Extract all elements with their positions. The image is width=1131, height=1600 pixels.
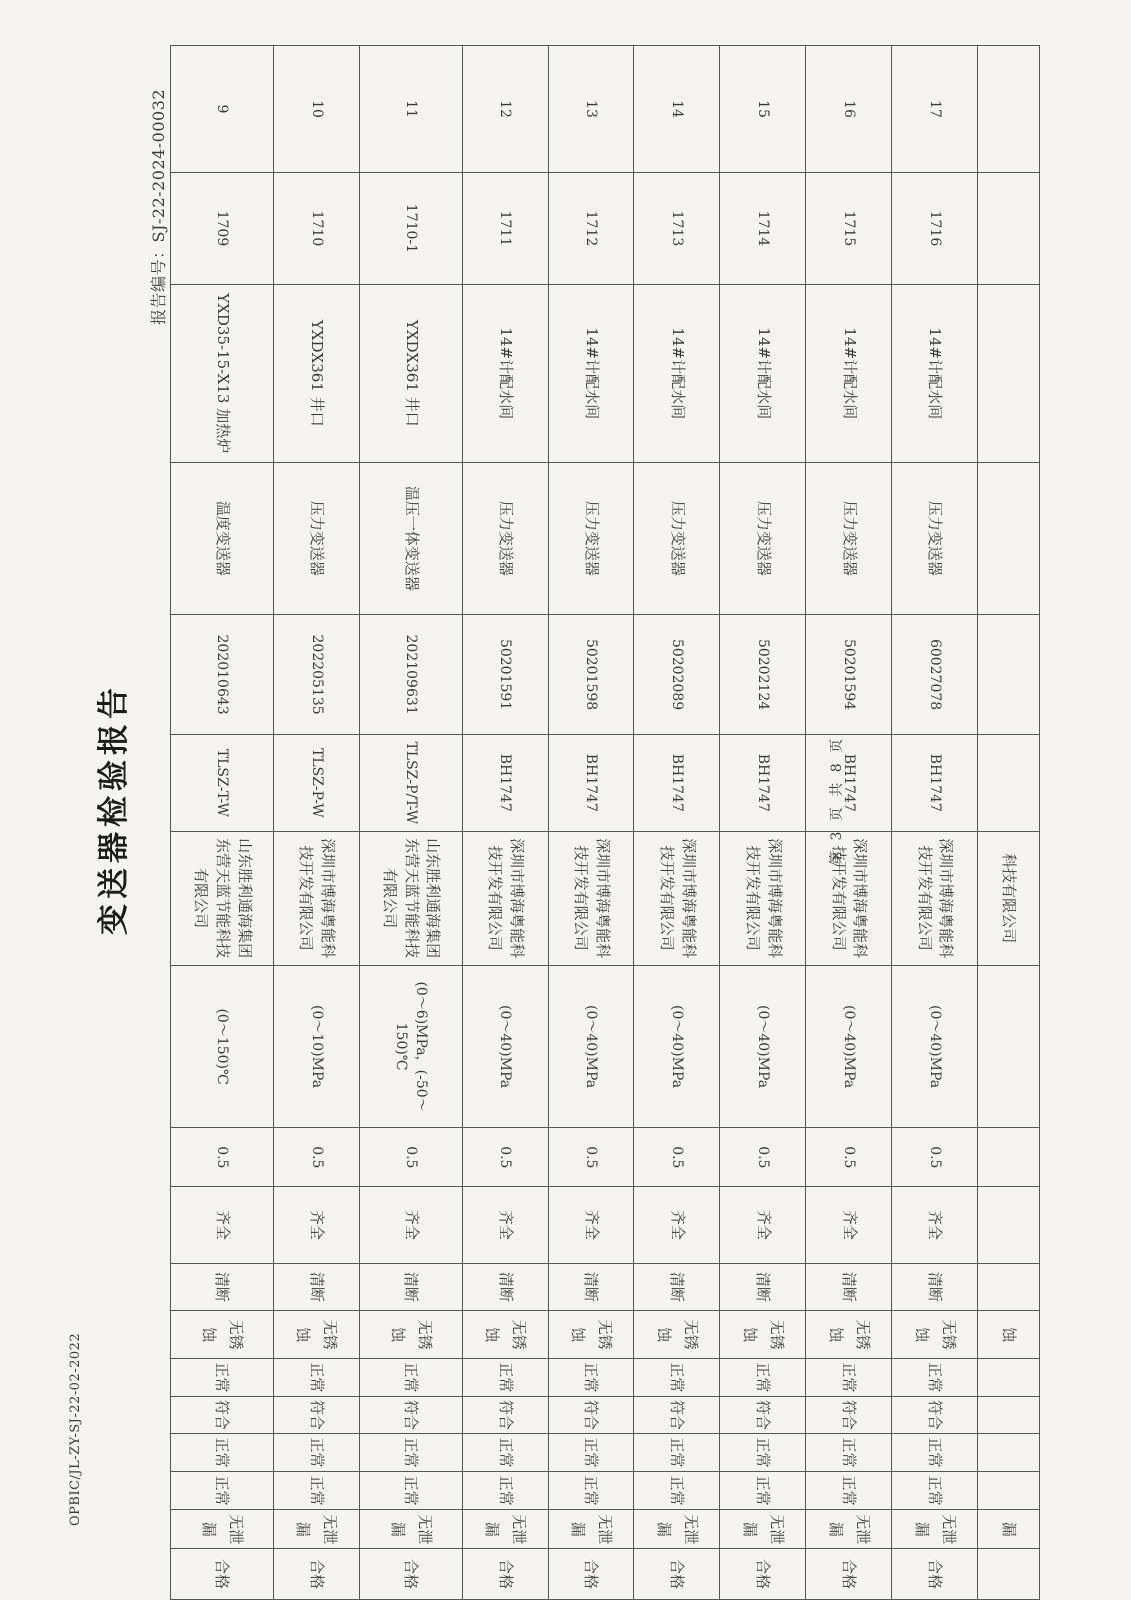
table-row — [273, 46, 359, 1600]
cell-c5: 符合 — [171, 1396, 274, 1434]
cell-c3: 无锈蚀 — [359, 1311, 462, 1359]
cell-c9: 合格 — [634, 1549, 720, 1600]
cell-c2: 清断 — [720, 1263, 806, 1311]
cell-serial: 202010643 — [171, 615, 274, 735]
cell-c9: 合格 — [171, 1549, 274, 1600]
cell-manufacturer: 山东胜利通海集团东营天蓝节能科技有限公司 — [171, 831, 274, 965]
cell-c3: 无锈蚀 — [634, 1311, 720, 1359]
cell-c8: 无泄漏 — [273, 1510, 359, 1549]
cell-c7: 正常 — [634, 1471, 720, 1510]
cell-location: YXD35-15-X13 加热炉 — [171, 284, 274, 462]
header-cell — [978, 1187, 1040, 1263]
report-number: 报告编号：SJ-22-2024-00032 — [149, 88, 168, 325]
cell-serial: 50201591 — [462, 615, 548, 735]
cell-c4: 正常 — [462, 1359, 548, 1397]
cell-c9: 合格 — [892, 1549, 978, 1600]
cell-manufacturer: 山东胜利通海集团东营天蓝节能科技有限公司 — [359, 831, 462, 965]
cell-seq: 9 — [171, 46, 274, 173]
cell-manufacturer: 深圳市博海粤能科技开发有限公司 — [273, 831, 359, 965]
cell-c7: 正常 — [720, 1471, 806, 1510]
cell-c6: 正常 — [273, 1434, 359, 1472]
cell-accuracy: 0.5 — [171, 1128, 274, 1187]
cell-c1: 齐全 — [273, 1187, 359, 1263]
cell-serial: 50202089 — [634, 615, 720, 735]
table-row — [359, 46, 462, 1600]
cell-c1: 齐全 — [720, 1187, 806, 1263]
cell-c8: 无泄漏 — [548, 1510, 634, 1549]
cell-serial: 202205135 — [273, 615, 359, 735]
cell-c8: 无泄漏 — [359, 1510, 462, 1549]
table-row — [634, 46, 720, 1600]
cell-seq: 14 — [634, 46, 720, 173]
cell-c8: 无泄漏 — [720, 1510, 806, 1549]
header-manufacturer-partial: 科技有限公司 — [978, 831, 1040, 965]
cell-location: 14#计配水间 — [892, 284, 978, 462]
cell-name: 压力变送器 — [720, 462, 806, 614]
cell-c3: 无锈蚀 — [171, 1311, 274, 1359]
cell-c6: 正常 — [720, 1434, 806, 1472]
cell-c9: 合格 — [462, 1549, 548, 1600]
cell-c4: 正常 — [359, 1359, 462, 1397]
cell-c2: 清断 — [462, 1263, 548, 1311]
cell-model: TLSZ-P-W — [273, 735, 359, 832]
table-row — [720, 46, 806, 1600]
cell-model: BH1747 — [548, 735, 634, 832]
cell-seq: 16 — [806, 46, 892, 173]
header-cell — [978, 1549, 1040, 1600]
cell-c6: 正常 — [462, 1434, 548, 1472]
header-cell — [978, 1359, 1040, 1397]
cell-c3: 无锈蚀 — [806, 1311, 892, 1359]
cell-model: TLSZ-P/T-W — [359, 735, 462, 832]
cell-c4: 正常 — [806, 1359, 892, 1397]
table-row — [806, 46, 892, 1600]
cell-c1: 齐全 — [548, 1187, 634, 1263]
cell-no: 1709 — [171, 173, 274, 285]
cell-c3: 无锈蚀 — [892, 1311, 978, 1359]
cell-c5: 符合 — [720, 1396, 806, 1434]
cell-c3: 无锈蚀 — [462, 1311, 548, 1359]
cell-serial: 60027078 — [892, 615, 978, 735]
cell-location: YXDX361 井口 — [359, 284, 462, 462]
header-cell — [978, 965, 1040, 1128]
cell-range: (0～150)℃ — [171, 965, 274, 1128]
cell-serial: 202109631 — [359, 615, 462, 735]
cell-c4: 正常 — [171, 1359, 274, 1397]
cell-range: (0～40)MPa — [548, 965, 634, 1128]
cell-c8: 无泄漏 — [171, 1510, 274, 1549]
cell-serial: 50201598 — [548, 615, 634, 735]
cell-c7: 正常 — [462, 1471, 548, 1510]
cell-no: 1713 — [634, 173, 720, 285]
cell-location: 14#计配水间 — [548, 284, 634, 462]
cell-c5: 符合 — [359, 1396, 462, 1434]
cell-c7: 正常 — [892, 1471, 978, 1510]
header-cell — [978, 462, 1040, 614]
cell-c6: 正常 — [171, 1434, 274, 1472]
cell-c4: 正常 — [273, 1359, 359, 1397]
cell-location: 14#计配水间 — [720, 284, 806, 462]
cell-c3: 无锈蚀 — [720, 1311, 806, 1359]
table-row — [462, 46, 548, 1600]
cell-seq: 12 — [462, 46, 548, 173]
header-corrosion-partial: 蚀 — [978, 1311, 1040, 1359]
cell-c5: 符合 — [634, 1396, 720, 1434]
header-cell — [978, 1396, 1040, 1434]
cell-range: (0～40)MPa — [720, 965, 806, 1128]
cell-accuracy: 0.5 — [634, 1128, 720, 1187]
cell-c7: 正常 — [548, 1471, 634, 1510]
form-code: OPBIC/JL-ZY-SJ-22-02-2022 — [68, 1332, 83, 1526]
cell-model: BH1747 — [892, 735, 978, 832]
cell-c7: 正常 — [359, 1471, 462, 1510]
cell-no: 1711 — [462, 173, 548, 285]
cell-c6: 正常 — [634, 1434, 720, 1472]
cell-c7: 正常 — [273, 1471, 359, 1510]
cell-no: 1716 — [892, 173, 978, 285]
cell-name: 压力变送器 — [892, 462, 978, 614]
cell-manufacturer: 深圳市博海粤能科技开发有限公司 — [462, 831, 548, 965]
cell-range: (0～6)MPa，(-50～150)℃ — [359, 965, 462, 1128]
cell-c9: 合格 — [720, 1549, 806, 1600]
header-leak-partial: 漏 — [978, 1510, 1040, 1549]
cell-manufacturer: 深圳市博海粤能科技开发有限公司 — [720, 831, 806, 965]
cell-c2: 清断 — [806, 1263, 892, 1311]
header-cell — [978, 1128, 1040, 1187]
document-title: 变送器检验报告 — [96, 683, 132, 935]
header-cell — [978, 1471, 1040, 1510]
cell-location: 14#计配水间 — [462, 284, 548, 462]
cell-c2: 清断 — [634, 1263, 720, 1311]
header-cell — [978, 173, 1040, 285]
cell-range: (0～40)MPa — [892, 965, 978, 1128]
cell-no: 1712 — [548, 173, 634, 285]
header-cell — [978, 1434, 1040, 1472]
cell-c8: 无泄漏 — [892, 1510, 978, 1549]
table-row — [892, 46, 978, 1600]
cell-model: BH1747 — [806, 735, 892, 832]
cell-c4: 正常 — [892, 1359, 978, 1397]
cell-name: 压力变送器 — [548, 462, 634, 614]
cell-c2: 清断 — [548, 1263, 634, 1311]
cell-location: 14#计配水间 — [806, 284, 892, 462]
cell-c1: 齐全 — [892, 1187, 978, 1263]
cell-c1: 齐全 — [462, 1187, 548, 1263]
cell-c5: 符合 — [548, 1396, 634, 1434]
cell-range: (0～40)MPa — [806, 965, 892, 1128]
cell-model: BH1747 — [462, 735, 548, 832]
cell-c6: 正常 — [359, 1434, 462, 1472]
cell-range: (0～40)MPa — [634, 965, 720, 1128]
cell-no: 1715 — [806, 173, 892, 285]
cell-no: 1710 — [273, 173, 359, 285]
cell-c5: 符合 — [806, 1396, 892, 1434]
cell-c6: 正常 — [806, 1434, 892, 1472]
cell-c8: 无泄漏 — [462, 1510, 548, 1549]
cell-model: BH1747 — [634, 735, 720, 832]
cell-c1: 齐全 — [806, 1187, 892, 1263]
cell-model: BH1747 — [720, 735, 806, 832]
cell-accuracy: 0.5 — [359, 1128, 462, 1187]
cell-c1: 齐全 — [634, 1187, 720, 1263]
cell-name: 压力变送器 — [634, 462, 720, 614]
table-row — [548, 46, 634, 1600]
header-cell — [978, 1263, 1040, 1311]
cell-c4: 正常 — [548, 1359, 634, 1397]
cell-c8: 无泄漏 — [634, 1510, 720, 1549]
cell-c6: 正常 — [548, 1434, 634, 1472]
table-row — [171, 46, 274, 1600]
page-number: 第 3 页 共 8 页 — [829, 735, 845, 865]
cell-model: TLSZ-T-W — [171, 735, 274, 832]
cell-seq: 11 — [359, 46, 462, 173]
cell-manufacturer: 深圳市博海粤能科技开发有限公司 — [806, 831, 892, 965]
cell-manufacturer: 深圳市博海粤能科技开发有限公司 — [892, 831, 978, 965]
cell-manufacturer: 深圳市博海粤能科技开发有限公司 — [548, 831, 634, 965]
inspection-table-container — [170, 45, 1040, 1600]
cell-accuracy: 0.5 — [720, 1128, 806, 1187]
cell-location: 14#计配水间 — [634, 284, 720, 462]
header-cell — [978, 735, 1040, 832]
cell-no: 1710-1 — [359, 173, 462, 285]
cell-c3: 无锈蚀 — [273, 1311, 359, 1359]
cell-c7: 正常 — [171, 1471, 274, 1510]
cell-c1: 齐全 — [171, 1187, 274, 1263]
cell-serial: 50202124 — [720, 615, 806, 735]
header-row — [978, 46, 1040, 1600]
cell-name: 温压一体变送器 — [359, 462, 462, 614]
cell-c2: 清断 — [892, 1263, 978, 1311]
cell-c5: 符合 — [273, 1396, 359, 1434]
cell-name: 压力变送器 — [273, 462, 359, 614]
cell-name: 压力变送器 — [806, 462, 892, 614]
cell-accuracy: 0.5 — [462, 1128, 548, 1187]
cell-c4: 正常 — [720, 1359, 806, 1397]
header-cell — [978, 615, 1040, 735]
cell-accuracy: 0.5 — [548, 1128, 634, 1187]
cell-accuracy: 0.5 — [806, 1128, 892, 1187]
cell-accuracy: 0.5 — [273, 1128, 359, 1187]
cell-range: (0～10)MPa — [273, 965, 359, 1128]
cell-serial: 50201594 — [806, 615, 892, 735]
cell-c6: 正常 — [892, 1434, 978, 1472]
header-cell — [978, 284, 1040, 462]
header-cell — [978, 46, 1040, 173]
cell-c1: 齐全 — [359, 1187, 462, 1263]
cell-no: 1714 — [720, 173, 806, 285]
cell-manufacturer: 深圳市博海粤能科技开发有限公司 — [634, 831, 720, 965]
cell-c3: 无锈蚀 — [548, 1311, 634, 1359]
cell-c9: 合格 — [548, 1549, 634, 1600]
cell-c5: 符合 — [892, 1396, 978, 1434]
cell-seq: 13 — [548, 46, 634, 173]
cell-c4: 正常 — [634, 1359, 720, 1397]
cell-location: YXDX361 井口 — [273, 284, 359, 462]
cell-c9: 合格 — [806, 1549, 892, 1600]
cell-name: 温度变送器 — [171, 462, 274, 614]
cell-seq: 17 — [892, 46, 978, 173]
cell-seq: 10 — [273, 46, 359, 173]
cell-accuracy: 0.5 — [892, 1128, 978, 1187]
inspection-table — [170, 45, 1040, 1600]
cell-seq: 15 — [720, 46, 806, 173]
cell-c2: 清断 — [273, 1263, 359, 1311]
cell-c8: 无泄漏 — [806, 1510, 892, 1549]
cell-c9: 合格 — [359, 1549, 462, 1600]
cell-c7: 正常 — [806, 1471, 892, 1510]
cell-name: 压力变送器 — [462, 462, 548, 614]
cell-c2: 清断 — [171, 1263, 274, 1311]
cell-c2: 清断 — [359, 1263, 462, 1311]
cell-range: (0～40)MPa — [462, 965, 548, 1128]
cell-c5: 符合 — [462, 1396, 548, 1434]
cell-c9: 合格 — [273, 1549, 359, 1600]
